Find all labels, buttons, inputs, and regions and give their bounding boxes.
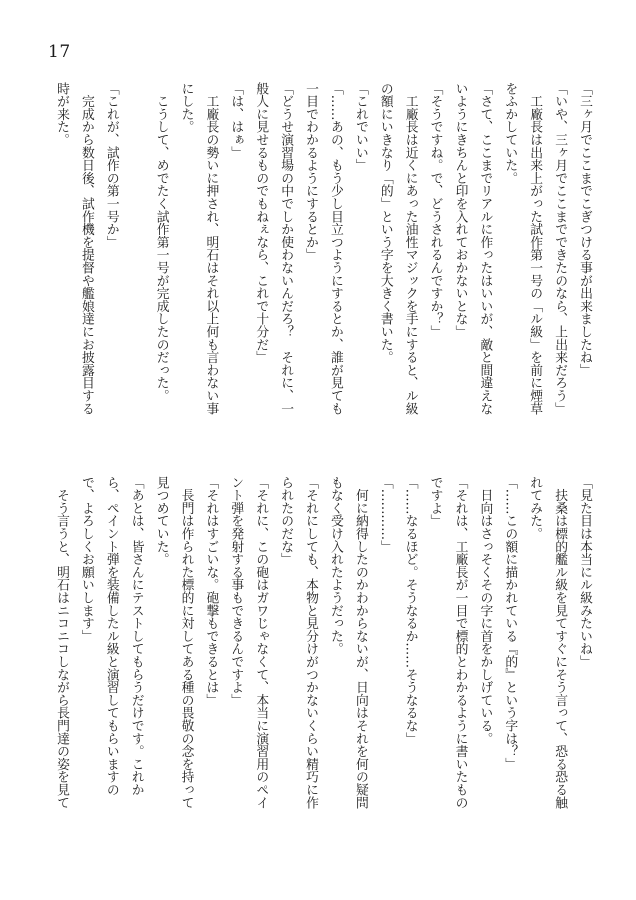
text-line: 何に納得したのかわからないが、日向はそれを何の疑問: [352, 476, 368, 809]
text-line: 「どうせ演習場の中でしか使わないんだろ？ それに、一: [278, 82, 294, 415]
text-line: 工廠長は近くにあった油性マジックを手にすると、ル級: [402, 82, 418, 415]
text-line: 「……なるほど。そうなるか……そうなるな」: [402, 476, 418, 745]
text-line: もなく受け入れたようだった。: [327, 476, 343, 656]
text-line: にした。: [178, 82, 194, 134]
text-line: 工廠長の勢いに押され、明石はそれ以上何も言わない事: [203, 82, 219, 415]
text-line: 「…………」: [377, 476, 393, 553]
text-line: 「そうですね。で、どうされるんですか？」: [427, 82, 443, 338]
text-line: ント弾を発射する事もできるんですよ」: [228, 476, 244, 707]
text-line: の額にいきなり「的」という字を大きく書いた。: [377, 82, 393, 364]
text-line: られたのだな」: [278, 476, 294, 566]
text-line: 「……この額に描かれている『的』という字は？」: [502, 476, 518, 771]
text-line: 「……あの、もう少し目立つようにするとか、誰が見ても: [327, 82, 343, 415]
text-line: 時が来た。: [53, 82, 69, 146]
text-line: 般人に見せるものでもねぇなら、これで十分だ」: [253, 82, 269, 364]
text-line: 一目でわかるようにするとか」: [303, 82, 319, 262]
text-line: 「あとは、皆さんにテストしてもらうだけです。これか: [128, 476, 144, 796]
text-line: いようにきちんと印を入れておかないとな」: [452, 82, 468, 338]
text-line: 見つめていた。: [153, 476, 169, 566]
text-line: 「三ヶ月でここまでこぎつける事が出来ましたね」: [577, 82, 592, 377]
text-line: 「それに、この砲はガワじゃなくて、本当に演習用のペイ: [253, 476, 269, 809]
text-line: 長門は作られた標的に対してある種の畏敬の念を持って: [178, 476, 194, 809]
text-line: 日向はさっそくその字に首をかしげている。: [477, 476, 493, 745]
text-line: こうして、めでたく試作第一号が完成したのだった。: [153, 82, 169, 402]
text-line: 「それは、工廠長が一目で標的とわかるように書いたもの: [452, 476, 468, 809]
text-line: 「これでいい」: [352, 82, 368, 172]
text-line: 「これが、試作の第一号か」: [103, 82, 119, 249]
text-line: 「さて、ここまでリアルに作ったはいいが、敵と間違えな: [477, 82, 493, 415]
text-line: 「見た目は本当にル級みたいね」: [577, 476, 592, 668]
text-line: 「いや、三ヶ月でここまでできたのなら、上出来だろう」: [552, 82, 568, 415]
text-line: 「それにしても、本物と見分けがつかないくらい精巧に作: [303, 476, 319, 809]
text-line: をふかしていた。: [502, 82, 518, 185]
text-line: 「それはすごいな。砲撃もできるとは」: [203, 476, 219, 707]
text-line: 工廠長は出来上がった試作第一号の「ル級」を前に煙草: [527, 82, 543, 415]
text-line: 扶桑は標的艦ル級を見てすぐにそう言って、恐る恐る触: [552, 476, 568, 809]
text-line: [123, 82, 148, 434]
text-block-top: [36, 82, 596, 434]
page-number: 17: [48, 42, 71, 62]
text-line: そう言うと、明石はニコニコしながら長門達の姿を見て: [53, 476, 69, 809]
text-line: 完成から数日後、試作機を提督や艦娘達にお披露目する: [78, 82, 94, 415]
text-line: ですよ」: [427, 476, 443, 528]
text-line: で、よろしくお願いします」: [78, 476, 94, 643]
text-block-bottom: [36, 476, 596, 828]
text-line: れてみた。: [527, 476, 543, 540]
text-line: ら、ペイント弾を装備したル級と演習してもらいますの: [103, 476, 119, 796]
text-line: 「は、はぁ」: [228, 82, 244, 159]
